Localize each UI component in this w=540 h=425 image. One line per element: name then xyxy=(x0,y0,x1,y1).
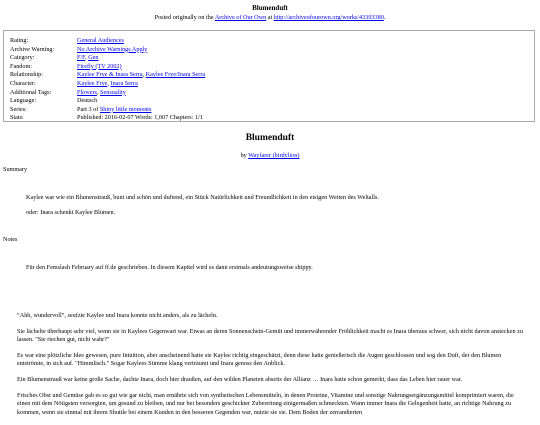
series-label: Series: xyxy=(10,105,27,113)
story-text xyxy=(17,312,525,425)
story-paragraph: “Ahh, wundervoll”, seufzte Kaylee und Inara konnte nicht anders, als zu lächeln. xyxy=(17,312,218,319)
work-title: Blumenduft xyxy=(245,133,295,143)
tags-label: Additional Tags: xyxy=(10,88,52,96)
language-label: Language: xyxy=(10,97,37,105)
story-paragraph: Ein Blumenstrauß war keine große Sache, dachte Inara, doch hier draußen, auf den wilden Planeten abseits der Allianz … Inara hatte schon gemerkt, dass das Leben hier rauer war. xyxy=(17,376,463,384)
character-link-1[interactable]: Kaylee Frye xyxy=(77,79,108,87)
url-suffix: . xyxy=(383,14,386,22)
notes-heading: Notes xyxy=(3,236,18,243)
relationship-link-2[interactable]: Kaylee Frye/Inara Serra xyxy=(145,71,206,79)
work-url-link[interactable]: http://archiveofourown.org/works/43393380 xyxy=(273,14,384,22)
fandom-link[interactable]: Firefly (TV 2002) xyxy=(77,62,122,70)
at-text: at xyxy=(267,14,273,22)
summary-heading: Summary xyxy=(3,166,28,173)
stats-label: Stats: xyxy=(10,114,24,122)
relationship-label: Relationship: xyxy=(10,71,43,79)
work-meta-box xyxy=(3,30,535,122)
story-paragraph: Es war eine plötzliche Idee gewesen, pure Intuition, aber anscheinend hatte sie Kaylee richtig eingeschätzt, denn diese hatte genießerisch die Augen geschlossen und sog den Duft, der den Blumen entströmte, in sich auf. "Himmlisch." Sogar Kaylees Stimme klang verträumt und Inara genoss den Anblick. xyxy=(17,352,502,368)
tag-link-1[interactable]: Flowers xyxy=(77,88,97,96)
meta-tags: Additional Tags: Flowers, Sensuality xyxy=(10,88,126,96)
language-value: Deutsch xyxy=(77,97,98,105)
meta-warning xyxy=(10,46,534,55)
meta-category: Category: F/F, Gen xyxy=(10,54,99,62)
warning-link[interactable]: No Archive Warnings Apply xyxy=(77,45,148,53)
category-link-1[interactable]: F/F xyxy=(77,54,86,62)
meta-series xyxy=(10,106,534,115)
category-link-2[interactable]: Gen xyxy=(88,54,99,62)
story-paragraph: Frisches Obst und Gemüse gab es so gut wie gar nicht, man ernährte sich von synthetischen Lebensmitteln, in denen Proteine, Vitamine und sonstige Nahrungsergänzungsmittel komprimiert waren, die einen mit dem Nötigsten versorgten, um gesund zu bleiben, und nur bei besonders geschickter Zubereitung einigermaßen schmeckten. Wann immer Inara die Gelegenheit hatte, an richtige Nahrung zu kommen, wenn sie einmal mit ihrem Shuttle bei einem Kunden in den besseren Gegenden war, nutzte sie sie. Dem Boden der zerrandierten xyxy=(17,392,514,416)
meta-stats xyxy=(10,114,534,123)
posted-prefix: Posted originally on the xyxy=(154,14,214,22)
meta-character: Character: Kaylee Frye, Inara Serra xyxy=(10,79,138,87)
relationship-link-1[interactable]: Kaylee Frye & Inara Serra xyxy=(77,71,143,79)
notes-text: Für den Femslash February auf ff.de geschrieben. In diesem Kapitel wird es dann erstmals andeutungsweise shippy. xyxy=(26,264,313,271)
character-label: Character: xyxy=(10,79,36,87)
summary-alt-text: oder: Inara schenkt Kaylee Blumen. xyxy=(26,209,116,216)
posted-line xyxy=(0,14,540,22)
document-header xyxy=(0,0,540,22)
byline xyxy=(0,152,540,160)
fandom-label: Fandom: xyxy=(10,62,33,70)
story-paragraph: Sie lächelte überhaupt sehr viel, wenn sie in Kaylees Gegenwart war. Etwas an deren Sonnenschein-Gemüt und immerwährender Fröhlichkeit macht es Inara überaus schwer, sich nicht davon anstecken zu lassen. "Sie riechen gut, nicht wahr?" xyxy=(17,328,523,344)
archive-link[interactable]: Archive of Our Own xyxy=(214,14,267,22)
category-label: Category: xyxy=(10,54,35,62)
author-link[interactable]: Wayfarer (birdylion) xyxy=(248,152,300,159)
series-link[interactable]: Shiny little moments xyxy=(99,105,152,113)
meta-rating xyxy=(10,37,534,46)
header-title: Blumenduft xyxy=(252,4,288,12)
series-prefix: Part 3 of xyxy=(77,105,99,113)
rating-link[interactable]: General Audiences xyxy=(77,37,124,44)
character-link-2[interactable]: Inara Serra xyxy=(110,79,138,87)
meta-fandom xyxy=(10,63,534,72)
rating-label: Rating: xyxy=(10,37,29,44)
summary-text: Kaylee war wie ein Blumenstrauß, bunt und schön und duftend, ein Stück Natürlichkeit und Freundlichkeit in den eisigen Weiten des Weltalls. xyxy=(26,194,379,201)
meta-relationship: Relationship: Kaylee Frye & Inara Serra, Kaylee Frye/Inara Serra xyxy=(10,71,206,79)
tag-link-2[interactable]: Sensuality xyxy=(100,88,126,96)
warning-label: Archive Warning: xyxy=(10,45,55,53)
by-text: by xyxy=(240,152,247,159)
stats-value: Published: 2016-02-07 Words: 1,007 Chapters: 1/1 xyxy=(77,114,203,122)
meta-language xyxy=(10,97,534,106)
